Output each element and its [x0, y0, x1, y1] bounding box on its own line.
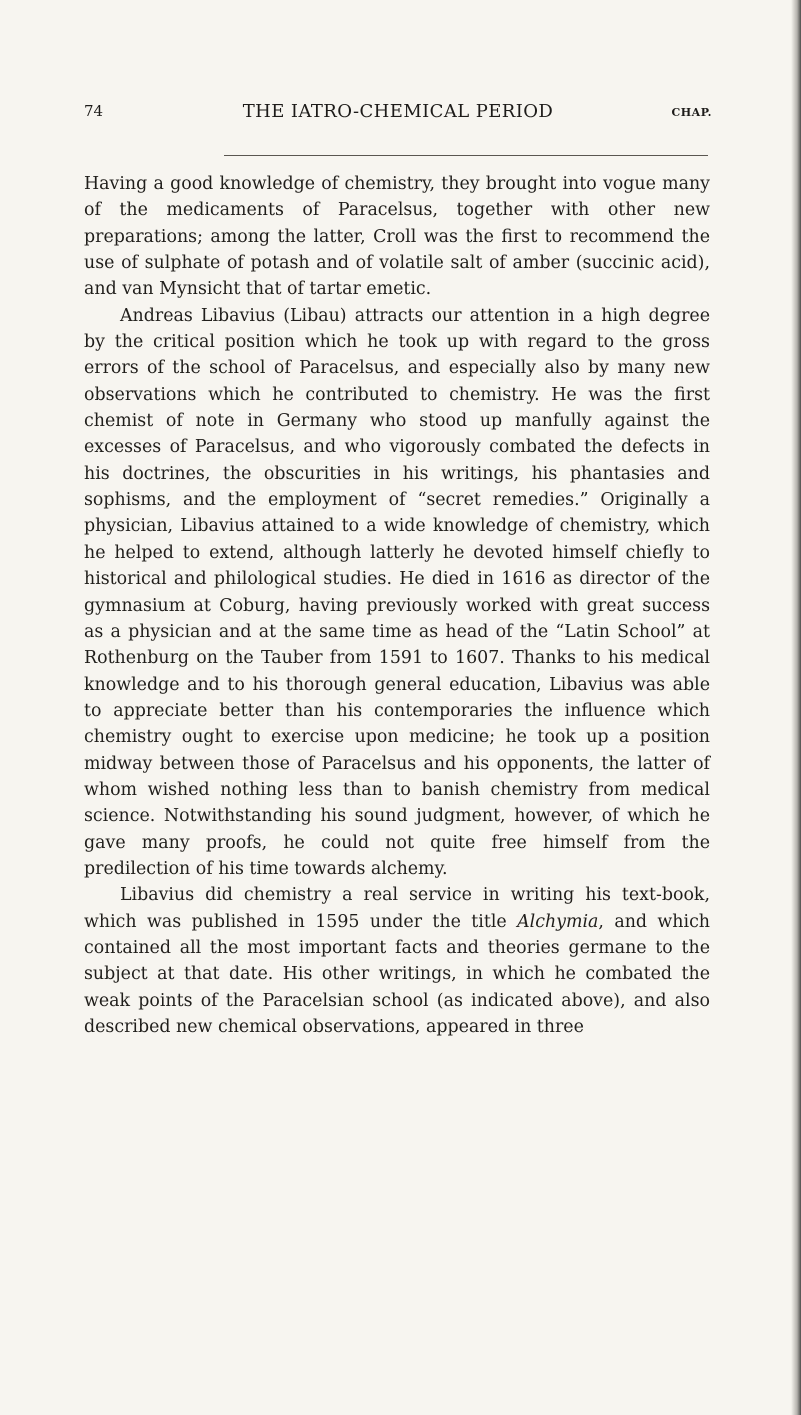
paragraph-libavius-intro: Andreas Libavius (Libau) attracts our attention in a high degree by the critical position which he took up with regard to the gross errors of the school of Paracelsus, and especially also by many new observations which he contributed to chemistry. He was the first chemist of note in Germany who stood up manfully against the excesses of Paracelsus, and who vigorously combated the defects in his doctrines, the obscurities in his writings, his phantasies and sophisms, and the employment of “secret remedies.” Originally a physician, Libavius attained to a wide knowledge of chemistry, which he helped to extend, although latterly he devoted himself chiefly to historical and philological studies. He died in 1616 as director of the gymnasium at Coburg, having previously worked with great success as a physician and at the same time as head of the “Latin School” at Rothenburg on the Tauber from 1591 to 1607. Thanks to his medical knowledge and to his thorough general education, Libavius was able to appreciate better than his contemporaries the influence which chemistry ought to exercise upon medicine; he took up a position midway between those of Paracelsus and his opponents, the latter of whom wished nothing less than to banish chemistry from medical science. Notwithstanding his sound judgment, however, of which he gave many proofs, he could not quite free himself from the predilection of his time towards alchemy. — [84, 305, 710, 879]
page-edge-shadow — [791, 0, 801, 1415]
running-title: THE IATRO-CHEMICAL PERIOD — [242, 101, 554, 122]
paragraph-text-after-title: , and which contained all the most important facts and theories germane to the subject at that date. His other writings, in which he combated the weak points of the Paracelsian school (as indicated above), and also described new chemical observations, appeared in three — [84, 911, 711, 1037]
header-rule — [224, 155, 708, 156]
chapter-mark: CHAP. — [671, 106, 712, 119]
book-title-alchymia: Alchymia — [517, 911, 599, 932]
paragraph-text-before-title: Libavius did chemistry a real service in writing his text-book, which was published in 1595 under the title — [84, 885, 710, 932]
body-text — [84, 171, 710, 1040]
paragraph-continuation: Having a good knowledge of chemistry, they brought into vogue many of the medicaments of Paracelsus, together with other new preparations; among the latter, Croll was the first to recommend the use of sulphate of potash and of volatile salt of amber (succinic acid), and van Mynsicht that of tartar emetic. — [84, 174, 710, 300]
paragraph-libavius-textbook — [84, 882, 710, 1040]
page-number: 74 — [84, 102, 104, 120]
running-head — [84, 101, 712, 131]
